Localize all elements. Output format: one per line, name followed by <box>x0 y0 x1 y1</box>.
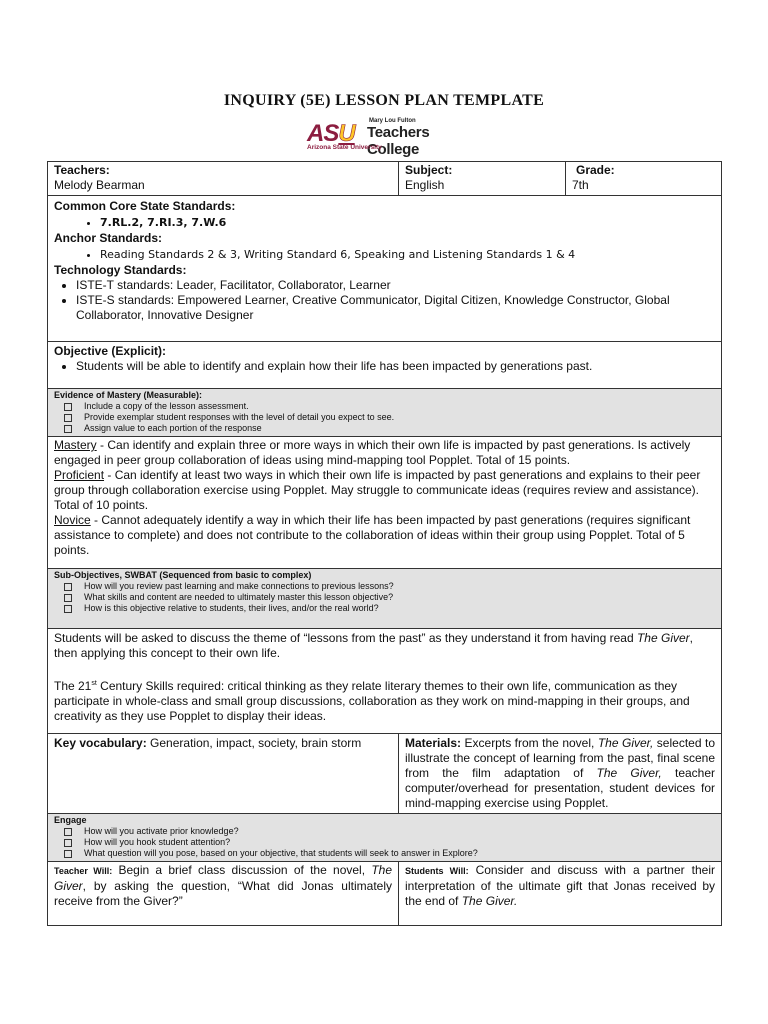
asu-teachers-college-logo <box>307 118 467 158</box>
engage-body-row <box>48 862 722 926</box>
evidence-body-row <box>48 437 722 569</box>
checkbox-icon <box>64 605 72 613</box>
evidence-header-row <box>48 389 722 437</box>
evidence-prompt: Provide exemplar student responses with the level of detail you expect to see. <box>84 412 715 423</box>
technology-list <box>54 278 715 323</box>
anchor-label: Anchor Standards: <box>54 231 163 245</box>
evidence-prompts <box>54 401 715 434</box>
grade-cell <box>566 162 722 196</box>
objective-label: Objective (Explicit): <box>54 344 167 358</box>
sub-objectives-paragraph-2: The 21st Century Skills required: critical thinking as they relate literary themes to their own life, communication as they participate in whole-class and small group discussions, collaboration as they work on mind-mapping in their groups, and creativity as they use Popplet to display their ideas. <box>54 679 690 723</box>
engage-prompts <box>54 826 715 859</box>
sub-objectives-paragraph-1: Students will be asked to discuss the theme of “lessons from the past” as they understand it from having read The Giver, then applying this concept to their own life. <box>54 631 693 660</box>
vocab-label: Key vocabulary: <box>54 736 147 750</box>
sub-objectives-header-cell <box>48 569 722 629</box>
checkbox-icon <box>64 828 72 836</box>
objective-list <box>54 359 715 374</box>
common-core-label: Common Core State Standards: <box>54 199 236 213</box>
technology-label: Technology Standards: <box>54 263 187 277</box>
checkbox-icon <box>64 839 72 847</box>
grade-label: Grade: <box>576 163 615 177</box>
logo-college-text: Teachers College <box>367 124 430 158</box>
logo-university-text: Arizona State University <box>307 144 382 151</box>
standards-cell <box>48 196 722 342</box>
checkbox-icon <box>64 414 72 422</box>
novice-term: Novice <box>54 513 91 527</box>
vocab-cell <box>48 734 399 814</box>
proficient-paragraph: Proficient - Can identify at least two ways in which their own life is impacted by past generations and explains to their peer group through collaboration exercise using Popplet. May struggle to communicate ideas (requires review and assistance). Total of 10 points. <box>54 468 701 512</box>
engage-prompt: What question will you pose, based on your objective, that students will seek to answer in Explore? <box>84 848 715 859</box>
materials-label: Materials: <box>405 736 462 750</box>
students-will-label: Students Will: <box>405 866 469 876</box>
asu-logo-mark: ASU <box>307 120 355 147</box>
mastery-term: Mastery <box>54 438 97 452</box>
info-row <box>48 162 722 196</box>
mastery-paragraph: Mastery - Can identify and explain three or more ways in which their own life is impacted by past generations. Is actively engaged in peer group collaboration of ideas using mind-mapping tool Popplet. Total of 15 points. <box>54 438 691 467</box>
checkbox-icon <box>64 850 72 858</box>
checkbox-icon <box>64 583 72 591</box>
sub-objective-prompt: How will you review past learning and make connections to previous lessons? <box>84 581 715 592</box>
evidence-prompt: Assign value to each portion of the response <box>84 423 715 434</box>
sub-objectives-body-row <box>48 629 722 734</box>
sub-objective-prompt: What skills and content are needed to ultimately master this lesson objective? <box>84 592 715 603</box>
materials-cell: Materials: Excerpts from the novel, The Giver, selected to illustrate the concept of learning from the past, final scene from the film adaptation of The Giver, teacher computer/overhead for presentation, student devices for mind-mapping exercise using Popplet. <box>399 734 722 814</box>
sub-objectives-label: Sub-Objectives, SWBAT (Sequenced from basic to complex) <box>54 570 312 580</box>
teacher-will-label: Teacher Will: <box>54 866 113 876</box>
evidence-header-cell <box>48 389 722 437</box>
teachers-value: Melody Bearman <box>54 178 145 192</box>
engage-header-row <box>48 814 722 862</box>
anchor-item: • Reading Standards 2 & 3, Writing Standard 6, Speaking and Listening Standards 1 & 4 <box>100 246 715 263</box>
sub-objectives-prompts <box>54 581 715 614</box>
engage-label: Engage <box>54 815 87 825</box>
standards-row <box>48 196 722 342</box>
anchor-list <box>54 246 715 263</box>
subject-value: English <box>405 178 445 192</box>
technology-item-iste-s: • ISTE-S standards: Empowered Learner, Creative Communicator, Digital Citizen, Knowledge Constructor, Global Collaborator, Innovative Designer <box>76 293 715 323</box>
teachers-cell <box>48 162 399 196</box>
subject-cell <box>399 162 566 196</box>
checkbox-icon <box>64 594 72 602</box>
evidence-prompt: Include a copy of the lesson assessment. <box>84 401 715 412</box>
grade-value: 7th <box>572 178 589 192</box>
evidence-body-cell <box>48 437 722 569</box>
engage-header-cell <box>48 814 722 862</box>
subject-label: Subject: <box>405 163 453 177</box>
sub-objectives-body-cell <box>48 629 722 734</box>
sub-objectives-header-row <box>48 569 722 629</box>
students-will-cell: Students Will: Consider and discuss with a partner their interpretation of the ultimate gift that Jonas received by the end of The Giver. <box>399 862 722 926</box>
common-core-item: • 7.RL.2, 7.RI.3, 7.W.6 <box>100 214 715 231</box>
vocab-materials-row <box>48 734 722 814</box>
page-title: INQUIRY (5E) LESSON PLAN TEMPLATE <box>223 92 545 109</box>
logo-small-text: Mary Lou Fulton <box>369 118 416 124</box>
sub-objective-prompt: How is this objective relative to students, their lives, and/or the real world? <box>84 603 715 614</box>
technology-item-iste-t: • ISTE-T standards: Leader, Facilitator, Collaborator, Learner <box>76 278 715 293</box>
checkbox-icon <box>64 425 72 433</box>
checkbox-icon <box>64 403 72 411</box>
engage-prompt: How will you hook student attention? <box>84 837 715 848</box>
teachers-label: Teachers: <box>54 163 110 177</box>
lesson-plan-table <box>47 161 722 926</box>
teacher-will-cell: Teacher Will: Begin a brief class discussion of the novel, The Giver, by asking the question, “What did Jonas ultimately receive from the Giver?” <box>48 862 399 926</box>
objective-item: • Students will be able to identify and explain how their life has been impacted by generations past. <box>76 359 715 374</box>
vocab-text: Generation, impact, society, brain storm <box>146 736 362 750</box>
objective-row <box>48 342 722 389</box>
novice-paragraph: Novice - Cannot adequately identify a way in which their life has been impacted by past generations (requires significant assistance to complete) and does not contribute to the collaboration of ideas within their group using Popplet. Total of 5 points. <box>54 513 691 557</box>
objective-cell <box>48 342 722 389</box>
evidence-label: Evidence of Mastery (Measurable): <box>54 390 203 400</box>
proficient-term: Proficient <box>54 468 105 482</box>
common-core-list <box>54 214 715 231</box>
engage-prompt: How will you activate prior knowledge? <box>84 826 715 837</box>
